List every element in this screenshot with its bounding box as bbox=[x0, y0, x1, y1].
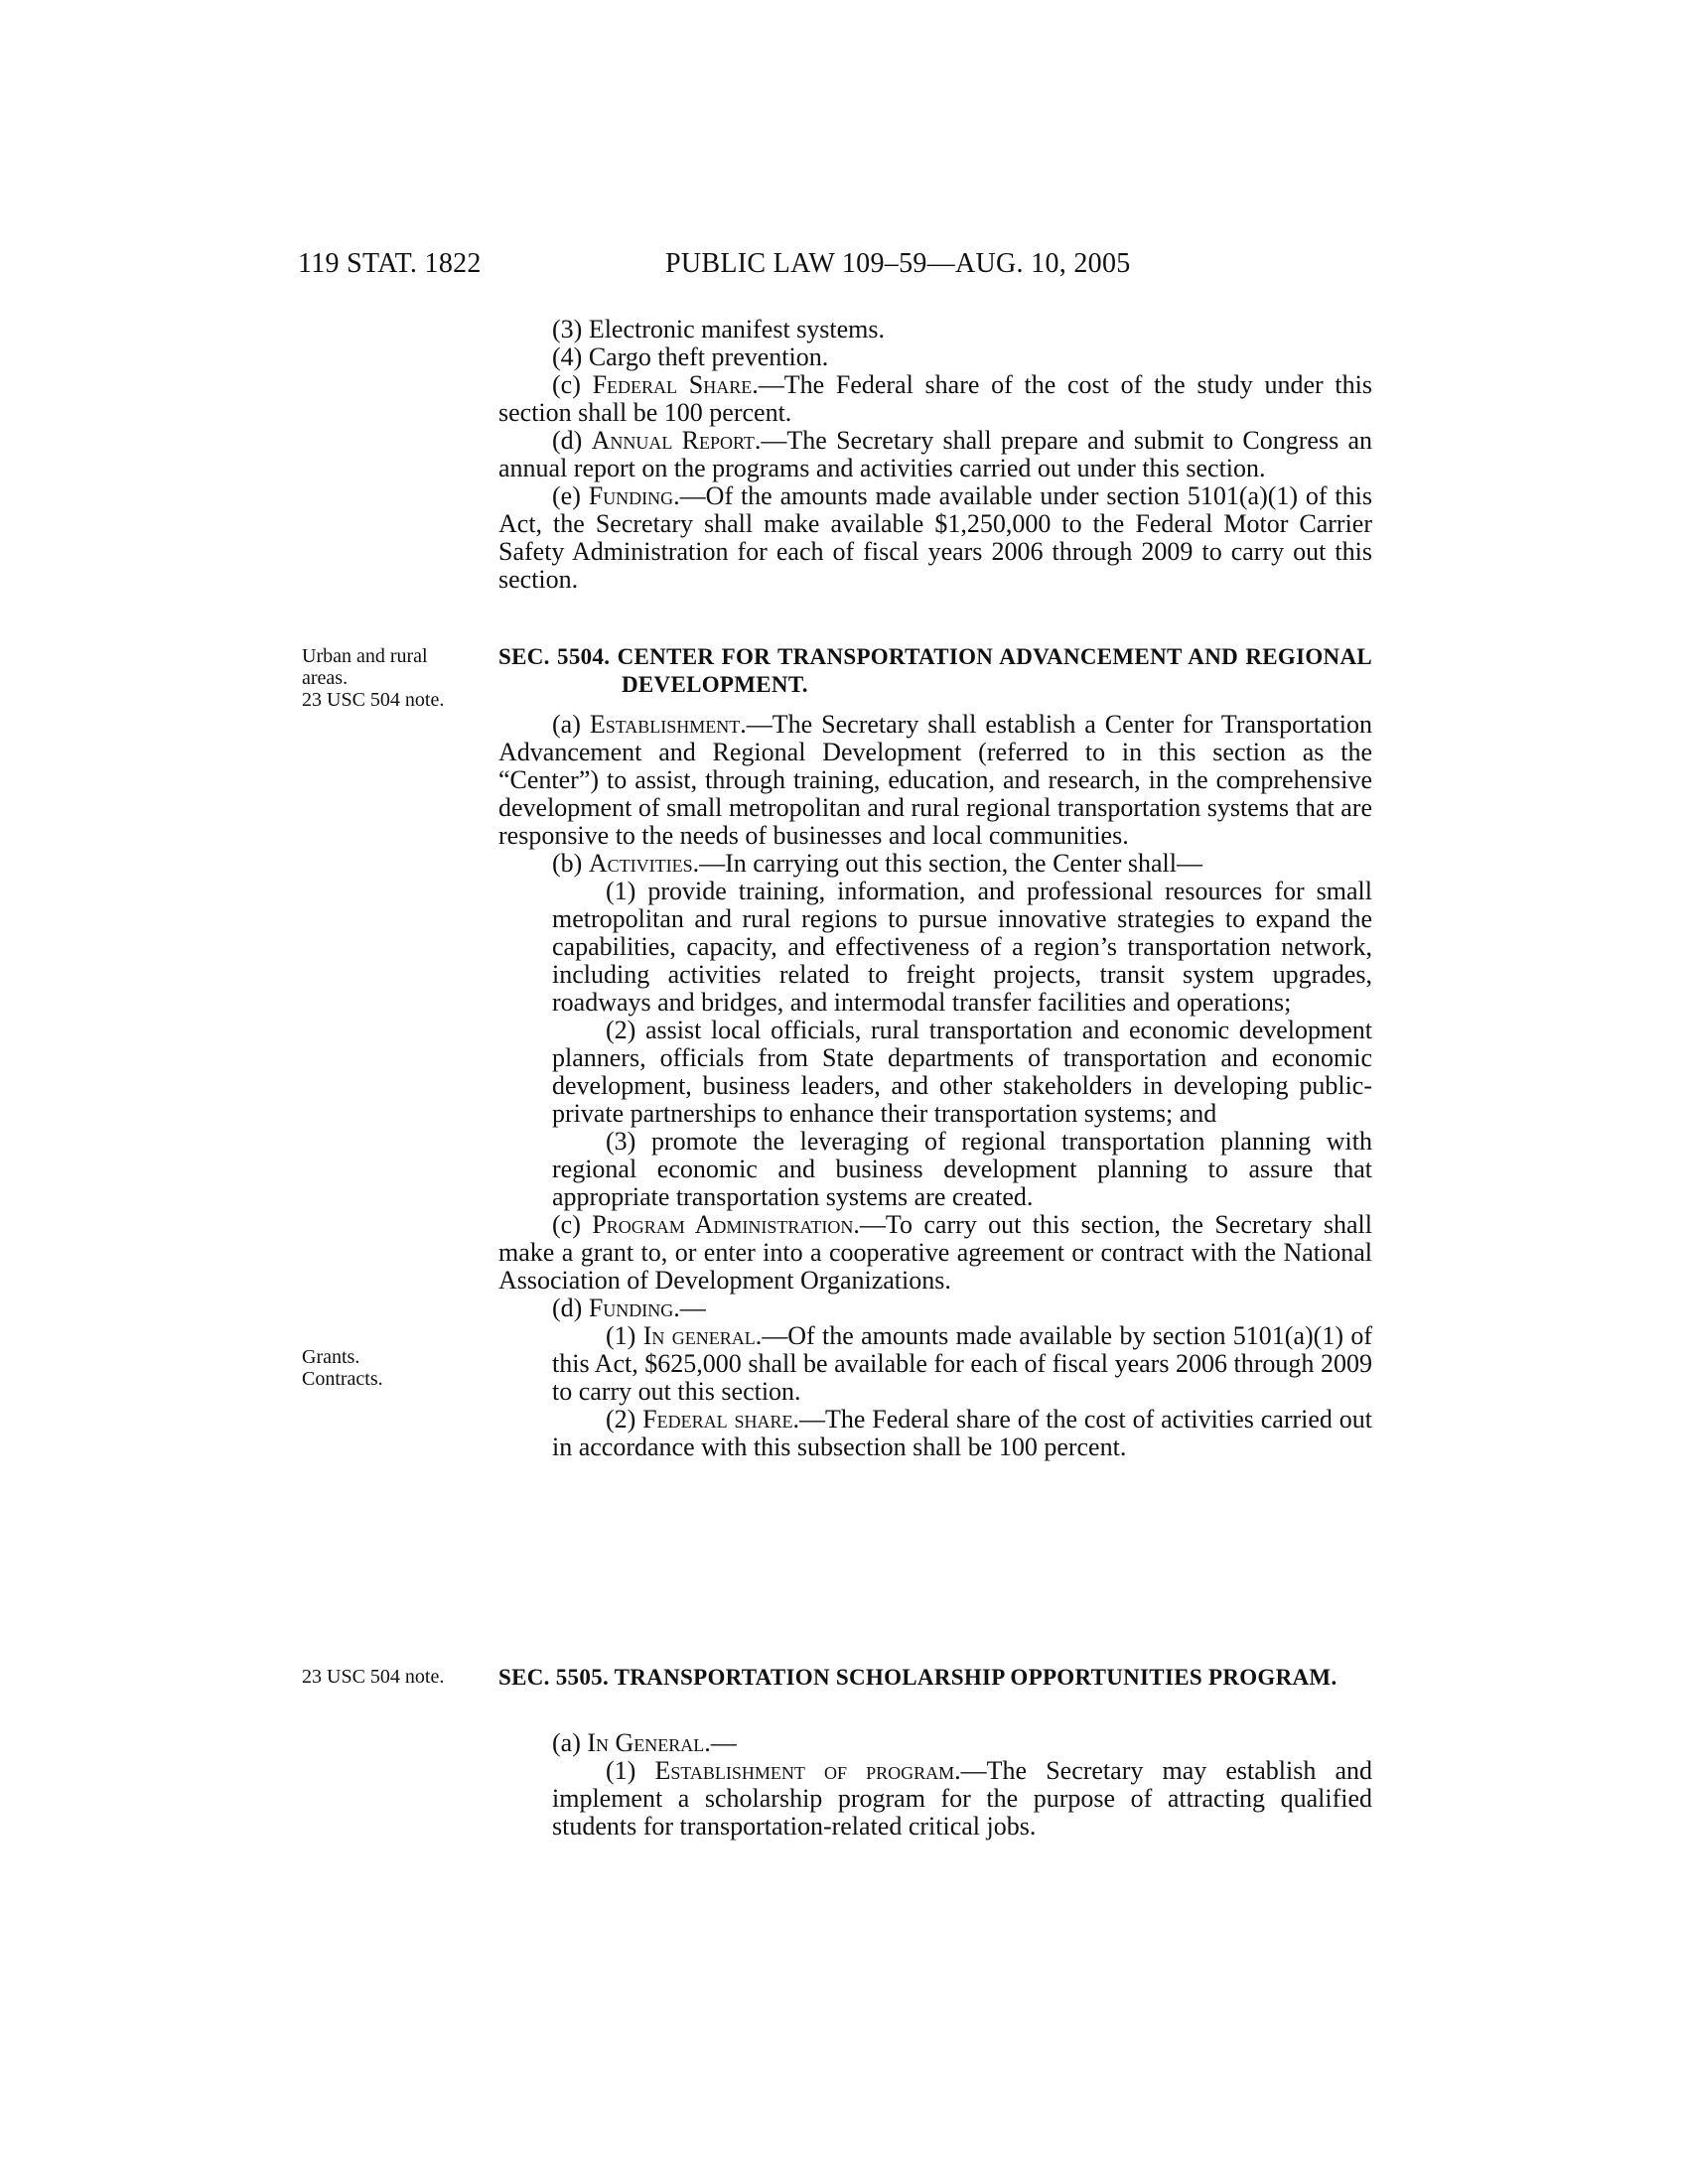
margin-note-line: Contracts. bbox=[302, 1368, 383, 1390]
statute-page-number: 119 STAT. 1822 bbox=[298, 248, 482, 279]
section-5503-continuation bbox=[498, 316, 1372, 594]
subsection-c: (c) Program Administration.—To carry out this section, the Secretary shall make a grant to, or enter into a cooperative agreement or contract with the National Association of Development Organizations. bbox=[498, 1210, 1372, 1295]
paragraph-d1: (1) In general.—Of the amounts made available by section 5101(a)(1) of this Act, $625,000 shall be available for each of fiscal years 2006 through 2009 to carry out this section. bbox=[552, 1321, 1372, 1406]
item-4: (4) Cargo theft prevention. bbox=[552, 342, 829, 371]
section-heading: SEC. 5504. CENTER FOR TRANSPORTATION ADVANCEMENT AND REGIONAL DEVELOPMENT. bbox=[498, 644, 1372, 697]
subsection-label: In General. bbox=[587, 1728, 711, 1757]
subsection-label: Program Administration. bbox=[592, 1210, 860, 1239]
subsection-text: Of the amounts made available under section 5101(a)(1) of this Act, the Secretary shall make available $1,250,000 to the Federal Motor Carrier Safety Administration for each of fiscal years 2006 through 2009 to carry out this section. bbox=[498, 481, 1373, 594]
subsection-text: The Federal share of the cost of the study under this section shall be 100 percent. bbox=[498, 370, 1372, 427]
subsection-e: (e) Funding.—Of the amounts made available under section 5101(a)(1) of this Act, the Secretary shall make available $1,250,000 to the Federal Motor Carrier Safety Administration for each of fiscal years 2006 through 2009 to carry out this section. bbox=[498, 481, 1373, 594]
paragraph-label: Establishment of program. bbox=[654, 1756, 961, 1785]
section-5504-heading-block bbox=[498, 643, 1372, 699]
margin-note-line: areas. bbox=[302, 667, 349, 689]
subsection-text: To carry out this section, the Secretary shall make a grant to, or enter into a cooperative agreement or contract with the National Association of Development Organizations. bbox=[498, 1210, 1372, 1295]
paragraph-a1: (1) Establishment of program.—The Secretary may establish and implement a scholarship program for the purpose of attracting qualified students for transportation-related critical jobs. bbox=[552, 1756, 1372, 1841]
paragraph-text: The Secretary may establish and implement a scholarship program for the purpose of attracting qualified students for transportation-related critical jobs. bbox=[552, 1756, 1372, 1841]
subsection-label: Funding. bbox=[588, 1294, 680, 1322]
subsection-text: The Secretary shall establish a Center for Transportation Advancement and Regional Development (referred to in this section as the “Center”) to assist, through training, education, and research, in the comprehensive development of small metropolitan and rural regional transportation systems that are responsive to the needs of businesses and local communities. bbox=[498, 710, 1372, 850]
margin-note-sec5505: 23 USC 504 note. bbox=[302, 1666, 445, 1688]
paragraph-b2: (2) assist local officials, rural transportation and economic development planners, officials from State departments of transportation and economic development, business leaders, and other stakeholders in developing public-private partnerships to enhance their transportation systems; and bbox=[552, 1016, 1372, 1128]
margin-note-line: Urban and rural bbox=[302, 645, 428, 667]
subsection-d: (d) Funding.— bbox=[552, 1294, 706, 1322]
paragraph-d2: (2) Federal share.—The Federal share of the cost of activities carried out in accordance with this subsection shall be 100 percent. bbox=[552, 1405, 1372, 1461]
paragraph-text: Of the amounts made available by section 5101(a)(1) of this Act, $625,000 shall be available for each of fiscal years 2006 through 2009 to carry out this section. bbox=[552, 1321, 1372, 1406]
subsection-label: Annual Report. bbox=[591, 426, 762, 455]
subsection-a: (a) Establishment.—The Secretary shall establish a Center for Transportation Advancement and Regional Development (referred to in this section as the “Center”) to assist, through training, education, and research, in the comprehensive development of small metropolitan and rural regional transportation systems that are responsive to the needs of businesses and local communities. bbox=[498, 710, 1372, 850]
paragraph-label: Federal share. bbox=[642, 1405, 799, 1433]
subsection-text: The Secretary shall prepare and submit to Congress an annual report on the programs and activities carried out under this section. bbox=[498, 426, 1372, 482]
section-5505-heading-block bbox=[498, 1664, 1372, 1692]
section-heading: SEC. 5505. TRANSPORTATION SCHOLARSHIP OPPORTUNITIES PROGRAM. bbox=[498, 1665, 1337, 1690]
section-5504-body bbox=[498, 711, 1372, 1461]
subsection-label: Funding. bbox=[588, 481, 680, 510]
subsection-label: Federal Share. bbox=[592, 370, 759, 399]
page-header bbox=[298, 248, 1375, 288]
subsection-d: (d) Annual Report.—The Secretary shall prepare and submit to Congress an annual report on the programs and activities carried out under this section. bbox=[498, 426, 1372, 482]
subsection-c: (c) Federal Share.—The Federal share of the cost of the study under this section shall be 100 percent. bbox=[498, 370, 1372, 427]
margin-note-sec5504 bbox=[302, 645, 481, 711]
section-5505-body bbox=[498, 1729, 1372, 1841]
paragraph-b1: (1) provide training, information, and professional resources for small metropolitan and rural regions to pursue innovative strategies to expand the capabilities, capacity, and effectiveness of a region’s transportation network, including activities related to freight projects, transit system upgrades, roadways and bridges, and intermodal transfer facilities and operations; bbox=[552, 877, 1372, 1017]
paragraph-b3: (3) promote the leveraging of regional transportation planning with regional economic and business development planning to assure that appropriate transportation systems are created. bbox=[552, 1127, 1372, 1211]
paragraph-label: In general. bbox=[642, 1321, 763, 1350]
subsection-text: In carrying out this section, the Center shall— bbox=[725, 849, 1202, 878]
subsection-b: (b) Activities.—In carrying out this section, the Center shall— bbox=[552, 849, 1202, 878]
subsection-label: Establishment. bbox=[589, 710, 747, 739]
public-law-title: PUBLIC LAW 109–59—AUG. 10, 2005 bbox=[665, 248, 1131, 279]
margin-note-line: 23 USC 504 note. bbox=[302, 689, 445, 711]
paragraph-text: The Federal share of the cost of activities carried out in accordance with this subsection shall be 100 percent. bbox=[552, 1405, 1372, 1461]
subsection-label: Activities. bbox=[588, 849, 700, 878]
subsection-a: (a) In General.— bbox=[552, 1728, 737, 1757]
item-3: (3) Electronic manifest systems. bbox=[552, 315, 886, 343]
margin-note-line: Grants. bbox=[302, 1346, 360, 1368]
margin-note-grants bbox=[302, 1346, 481, 1390]
